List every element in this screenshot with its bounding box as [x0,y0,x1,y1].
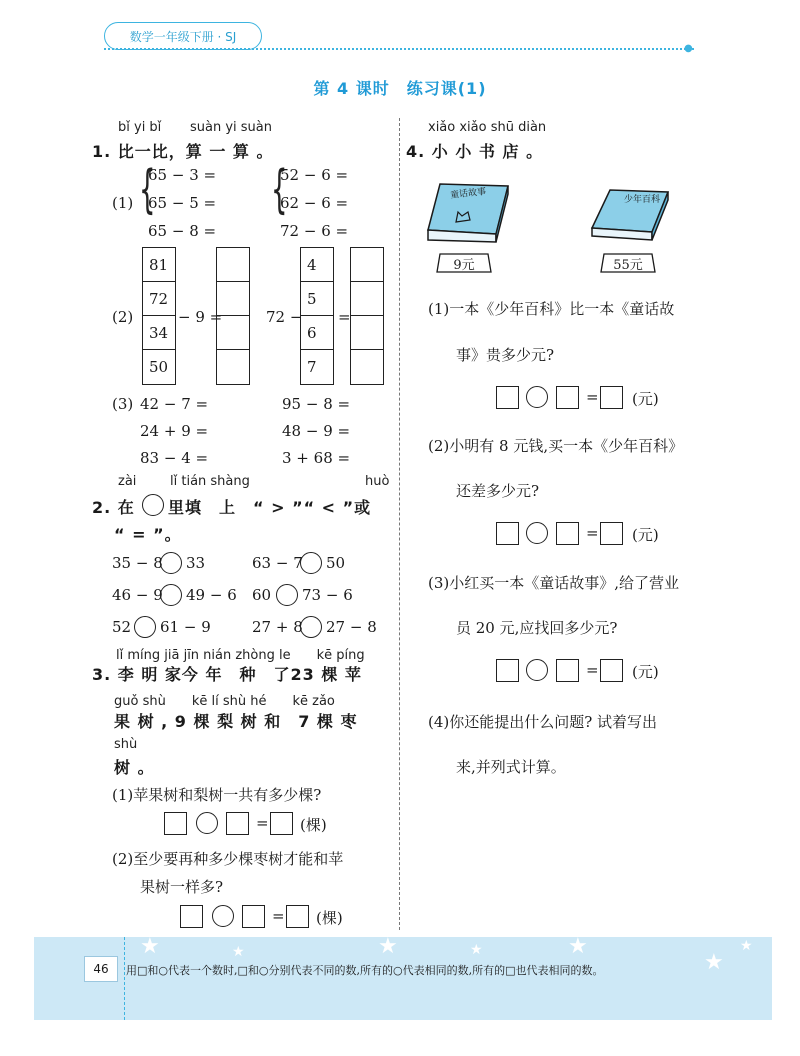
book-1-price: 9元 [453,257,475,273]
q4-sub1-box-2[interactable] [556,386,579,409]
price-tag-1 [436,252,492,274]
q1-answer-a-3[interactable] [217,350,249,384]
q1-cell-b-0: 4 [301,248,333,282]
q4-sub2-box-3[interactable] [600,522,623,545]
q1-cell-b-3: 7 [307,358,317,376]
q2-r2-b: 61 − 9 [160,618,211,636]
q3-sub1-box-1[interactable] [164,812,187,835]
q1-eq-b: = [338,308,351,326]
q1-heading: 1. 比一比，算 一 算 。 [92,142,274,161]
q2-r0-c: 63 − 7 [252,554,303,572]
q1-answer-b-2[interactable] [351,316,383,350]
q1-prefix-b: 72 − [266,308,303,326]
q4-sub3-box-2[interactable] [556,659,579,682]
q3-pinyin-1: lǐ míng jiā jīn nián zhòng le kē píng [116,648,365,663]
q4-sub3-box-1[interactable] [496,659,519,682]
q4-sub2a: (2)小明有 8 元钱,买一本《少年百科》 [428,437,684,455]
q1-part3-label: (3) [112,395,134,413]
header-tab: 数学一年级下册 · SJ [104,22,262,50]
star-icon: ★ [378,934,398,959]
q2-r1-c: 60 [252,586,272,604]
q3-sub1-eq: = [256,814,269,832]
q1-cell-a-2: 34 [143,316,175,350]
q4-sub4b: 来,并列式计算。 [456,758,566,776]
q4-heading: 4. 小 小 书 店 。 [406,142,544,161]
q1-p3-right-1: 48 − 9 = [282,422,351,440]
q3-sub2b: 果树一样多? [140,878,224,896]
q3-line-2: 果 树 , 9 棵 梨 树 和 7 棵 枣 [114,712,358,731]
q3-pinyin-2: guǒ shù kē lí shù hé kē zǎo [114,694,335,709]
q3-sub2-eq: = [272,907,285,925]
footer-note: 用□和○代表一个数时,□和○分别代表不同的数,所有的○代表相同的数,所有的□也代表相同的数。 [126,964,604,977]
q3-sub2-unit: (棵) [316,909,343,927]
q3-pinyin-3: shù [114,737,138,752]
q4-sub3a: (3)小红买一本《童话故事》,给了营业 [428,574,680,592]
q1-column-b [300,247,334,385]
q3-sub2-box-2[interactable] [242,905,265,928]
q4-sub3-box-3[interactable] [600,659,623,682]
q1-part2-label: (2) [112,308,134,326]
star-icon: ★ [470,942,483,958]
q4-pinyin: xiǎo xiǎo shū diàn [428,120,547,135]
q1-column-a [142,247,176,385]
q4-sub1-eq: = [586,388,599,406]
q2-r1-a: 46 − 9 [112,586,163,604]
q2-pinyin-c: huò [365,474,390,489]
q3-sub1: (1)苹果树和梨树一共有多少棵? [112,786,322,804]
q2-r2-c: 27 + 8 [252,618,303,636]
q4-sub1-box-3[interactable] [600,386,623,409]
star-icon: ★ [740,938,753,954]
star-icon: ★ [568,934,588,959]
q4-sub2-box-2[interactable] [556,522,579,545]
q3-line-1: 3. 李 明 家今 年 种 了23 棵 苹 [92,665,362,684]
q1-p1-left-0: 65 − 3 = [148,166,217,184]
q1-p1-right-0: 52 − 6 = [280,166,349,184]
q2-r1-circle-1[interactable] [160,584,182,606]
star-icon: ★ [140,934,160,959]
q1-answer-b-1[interactable] [351,282,383,316]
q3-sub2-circle[interactable] [212,905,234,927]
q2-heading-b: 里填 上 “ > ”“ < ”或 [168,498,372,517]
q4-sub1a: (1)一本《少年百科》比一本《童话故 [428,300,675,318]
q1-answer-column-a[interactable] [216,247,250,385]
q2-r0-d: 50 [326,554,346,572]
q1-cell-b-1: 5 [301,282,333,316]
q2-r0-a: 35 − 8 [112,554,163,572]
q1-answer-a-0[interactable] [217,248,249,282]
q2-r2-circle-1[interactable] [134,616,156,638]
q1-answer-a-2[interactable] [217,316,249,350]
q1-p3-right-0: 95 − 8 = [282,395,351,413]
q1-cell-a-0: 81 [143,248,175,282]
q1-p1-left-1: 65 − 5 = [148,194,217,212]
q1-brace-left: { [139,160,156,220]
q1-part1-label: (1) [112,194,134,212]
page-title: 第 4 课时 练习课(1) [313,79,487,98]
q2-heading-c: “ = ”。 [114,525,182,544]
q4-sub1b: 事》贵多少元? [456,346,555,364]
q3-sub2-box-3[interactable] [286,905,309,928]
q4-sub2-box-1[interactable] [496,522,519,545]
q2-r1-circle-2[interactable] [276,584,298,606]
q4-sub1-box-1[interactable] [496,386,519,409]
q1-p1-right-1: 62 − 6 = [280,194,349,212]
q2-r1-b: 49 − 6 [186,586,237,604]
star-icon: ★ [704,950,724,975]
q1-p3-right-2: 3 + 68 = [282,449,351,467]
q4-sub3-unit: (元) [632,663,659,681]
q2-r0-circle-2[interactable] [300,552,322,574]
q1-op-a: − 9 = [178,308,223,326]
q1-p3-left-0: 42 − 7 = [140,395,209,413]
book-2-price: 55元 [613,257,643,273]
q2-pinyin-b: lǐ tián shàng [170,474,250,489]
q1-p1-right-2: 72 − 6 = [280,222,349,240]
q3-sub2a: (2)至少要再种多少棵枣树才能和苹 [112,850,344,868]
q4-sub3b: 员 20 元,应找回多少元? [456,619,618,637]
q1-brace-right: { [271,160,288,220]
q1-answer-column-b[interactable] [350,247,384,385]
q2-pinyin-a: zài [118,474,137,489]
q2-r2-d: 27 − 8 [326,618,377,636]
q4-sub1-unit: (元) [632,390,659,408]
q2-heading-a: 2. 在 [92,498,135,517]
q1-cell-a-1: 72 [143,282,175,316]
q1-pinyin-a: bǐ yi bǐ [118,120,162,135]
q2-r0-b: 33 [186,554,206,572]
q3-sub1-box-2[interactable] [226,812,249,835]
q4-sub1-circle[interactable] [526,386,548,408]
q3-sub1-box-3[interactable] [270,812,293,835]
q4-sub3-circle[interactable] [526,659,548,681]
header-line [104,48,694,50]
q3-sub1-unit: (棵) [300,816,327,834]
q1-cell-b-2: 6 [301,316,333,350]
q2-r2-a: 52 [112,618,132,636]
q2-heading-circle [142,494,164,516]
q1-cell-a-3: 50 [149,358,169,376]
q3-sub2-box-1[interactable] [180,905,203,928]
q1-p3-left-2: 83 − 4 = [140,449,209,467]
header-dot: ● [684,43,693,54]
q1-answer-a-1[interactable] [217,282,249,316]
q3-sub1-circle[interactable] [196,812,218,834]
q4-sub2b: 还差多少元? [456,482,540,500]
q4-sub4a: (4)你还能提出什么问题? 试着写出 [428,713,658,731]
q4-sub2-eq: = [586,524,599,542]
q2-r2-circle-2[interactable] [300,616,322,638]
q2-r1-d: 73 − 6 [302,586,353,604]
footer-divider [124,937,125,1020]
q3-line-3: 树 。 [114,758,155,777]
q2-r0-circle-1[interactable] [160,552,182,574]
q1-answer-b-0[interactable] [351,248,383,282]
q1-p1-left-2: 65 − 8 = [148,222,217,240]
price-tag-2 [600,252,656,274]
q1-answer-b-3[interactable] [351,350,383,384]
q4-sub3-eq: = [586,661,599,679]
q4-sub2-circle[interactable] [526,522,548,544]
book-1-title: 童话故事 [449,187,487,201]
q1-pinyin-b: suàn yi suàn [190,120,273,135]
q4-sub2-unit: (元) [632,526,659,544]
star-icon: ★ [232,944,245,960]
column-divider [399,118,400,930]
q1-p3-left-1: 24 + 9 = [140,422,209,440]
book-2-title: 少年百科 [624,195,661,205]
page-number: 46 [84,956,118,982]
